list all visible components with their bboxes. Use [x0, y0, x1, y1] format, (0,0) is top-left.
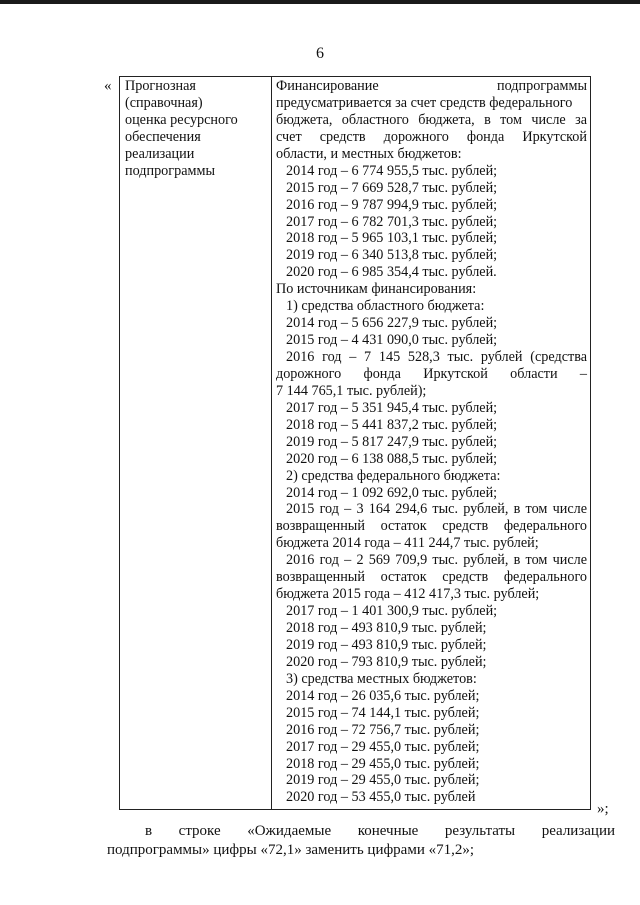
- financing-line: бюджета 2015 года – 412 417,3 тыс. рублей;: [276, 586, 540, 603]
- opening-quote-mark: «: [104, 78, 112, 94]
- label-line: Прогнозная: [125, 78, 196, 94]
- financing-line: 2015 год – 7 669 528,7 тыс. рублей;: [286, 179, 498, 196]
- financing-line: 2016 год – 9 787 994,9 тыс. рублей;: [286, 196, 498, 213]
- financing-line: 2019 год – 493 810,9 тыс. рублей;: [286, 636, 487, 653]
- amendment-line: подпрограммы» цифры «72,1» заменить цифрами «71,2»;: [107, 842, 475, 858]
- financing-line: 2018 год – 29 455,0 тыс. рублей;: [286, 755, 480, 772]
- financing-line: 2019 год – 5 817 247,9 тыс. рублей;: [286, 433, 498, 450]
- amendment-paragraph: [107, 822, 615, 860]
- financing-line: 2018 год – 5 965 103,1 тыс. рублей;: [286, 230, 498, 247]
- financing-line: 2014 год – 5 656 227,9 тыс. рублей;: [286, 315, 498, 332]
- financing-line: 2020 год – 793 810,9 тыс. рублей;: [286, 653, 487, 670]
- financing-line: 2018 год – 5 441 837,2 тыс. рублей;: [286, 416, 498, 433]
- financing-line: 2015 год – 4 431 090,0 тыс. рублей;: [286, 332, 498, 349]
- financing-line: 1) средства областного бюджета:: [286, 298, 485, 315]
- financing-line: бюджета, областного бюджета, в том числе за: [276, 111, 587, 128]
- table-row: [120, 77, 591, 810]
- financing-line: 2020 год – 6 138 088,5 тыс. рублей;: [286, 450, 498, 467]
- label-line: подпрограммы: [125, 162, 215, 179]
- financing-line: дорожного фонда Иркутской области –: [276, 365, 587, 382]
- financing-line: 2017 год – 6 782 701,3 тыс. рублей;: [286, 213, 498, 230]
- financing-line: 2020 год – 6 985 354,4 тыс. рублей.: [286, 264, 497, 281]
- financing-line: 2019 год – 6 340 513,8 тыс. рублей;: [286, 247, 498, 264]
- financing-line: 2016 год – 2 569 709,9 тыс. рублей, в том числе: [286, 552, 587, 569]
- label-line: обеспечения: [125, 128, 201, 145]
- financing-line: 2016 год – 7 145 528,3 тыс. рублей (средства: [286, 349, 587, 365]
- financing-line: 2015 год – 74 144,1 тыс. рублей;: [286, 704, 480, 721]
- label-line: (справочная): [125, 94, 203, 111]
- financing-line: 7 144 765,1 тыс. рублей);: [276, 382, 427, 399]
- financing-line: 2017 год – 29 455,0 тыс. рублей;: [286, 738, 480, 755]
- financing-line: 2020 год – 53 455,0 тыс. рублей: [286, 789, 476, 806]
- subprogram-passport-table: [119, 76, 591, 810]
- financing-line: возвращенный остаток средств федерального: [276, 569, 587, 586]
- financing-line: 2014 год – 26 035,6 тыс. рублей;: [286, 687, 480, 704]
- financing-line: области, и местных бюджетов:: [276, 145, 462, 162]
- financing-line: 2018 год – 493 810,9 тыс. рублей;: [286, 620, 487, 636]
- financing-line: 2017 год – 5 351 945,4 тыс. рублей;: [286, 399, 498, 416]
- financing-line: 2014 год – 1 092 692,0 тыс. рублей;: [286, 484, 498, 501]
- financing-line: 2) средства федерального бюджета:: [286, 467, 501, 484]
- financing-line: 2019 год – 29 455,0 тыс. рублей;: [286, 772, 480, 789]
- page-number: 6: [316, 45, 324, 62]
- financing-line: счет средств дорожного фонда Иркутской: [276, 128, 587, 145]
- financing-line: возвращенный остаток средств федерального: [276, 518, 587, 535]
- financing-line: бюджета 2014 года – 411 244,7 тыс. рублей;: [276, 535, 539, 552]
- financing-line: 2014 год – 6 774 955,5 тыс. рублей;: [286, 162, 498, 179]
- financing-line: 3) средства местных бюджетов:: [286, 670, 477, 687]
- label-line: реализации: [125, 145, 195, 162]
- amendment-line: в строке «Ожидаемые конечные результаты реализации: [145, 823, 615, 839]
- financing-line: Финансирование подпрограммы: [276, 78, 587, 94]
- row-label-cell: [120, 77, 272, 810]
- financing-line: 2015 год – 3 164 294,6 тыс. рублей, в том числе: [286, 501, 587, 518]
- financing-line: предусматривается за счет средств федерального: [276, 94, 573, 111]
- label-line: оценка ресурсного: [125, 111, 238, 128]
- closing-quote-mark: »;: [597, 801, 609, 817]
- financing-content-cell: [272, 77, 591, 810]
- top-border-rule: [0, 0, 640, 4]
- financing-line: 2016 год – 72 756,7 тыс. рублей;: [286, 721, 480, 738]
- financing-line: 2017 год – 1 401 300,9 тыс. рублей;: [286, 603, 498, 620]
- financing-line: По источникам финансирования:: [276, 281, 477, 298]
